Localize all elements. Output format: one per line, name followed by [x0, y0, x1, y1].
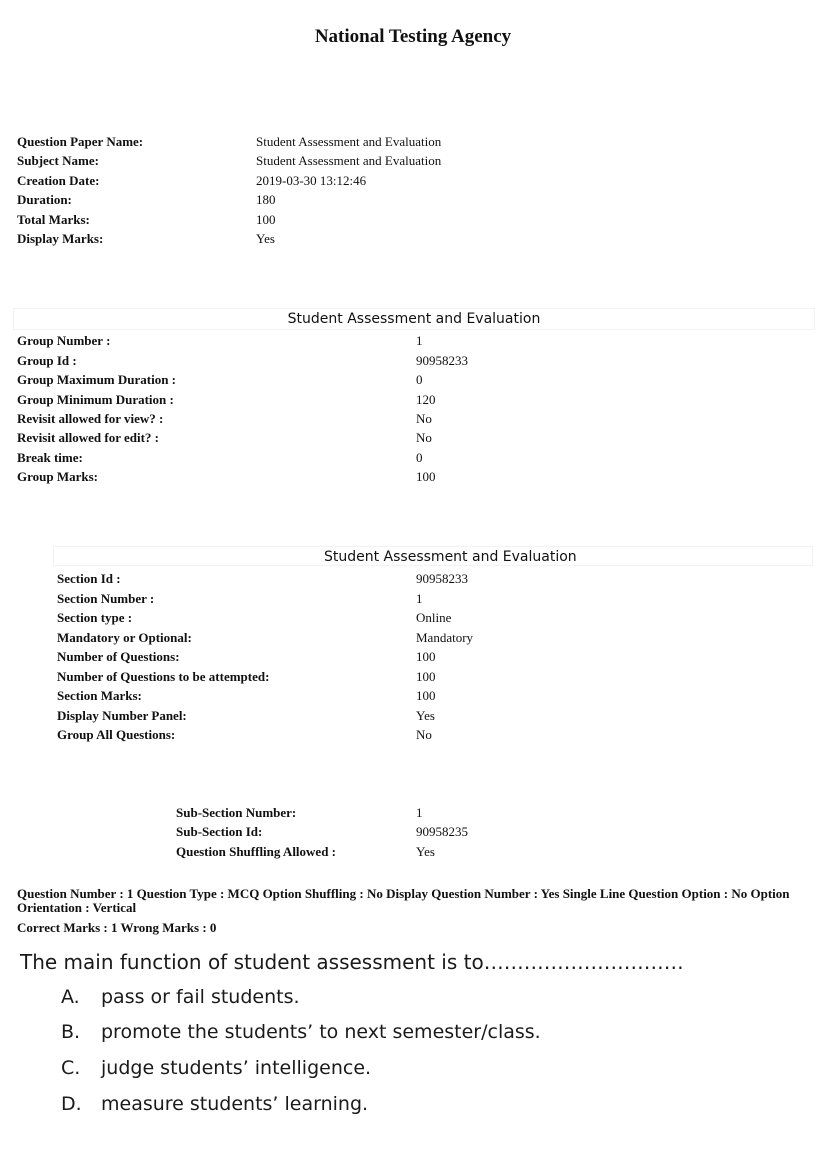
- detail-value: Student Assessment and Evaluation: [256, 134, 442, 149]
- section-label: Section Number :: [57, 591, 155, 606]
- group-value: No: [416, 411, 432, 426]
- option-text: judge students’ intelligence.: [101, 1057, 372, 1079]
- group-value: 90958233: [416, 353, 468, 368]
- detail-label: Total Marks:: [17, 212, 90, 227]
- section-row: [57, 686, 807, 706]
- group-label: Revisit allowed for edit? :: [17, 430, 160, 445]
- section-value: 100: [416, 649, 436, 664]
- section-value: 100: [416, 688, 436, 703]
- option-letter: A.: [61, 986, 80, 1008]
- group-row: [17, 370, 807, 390]
- detail-label: Duration:: [17, 192, 72, 207]
- subsection-label: Question Shuffling Allowed :: [176, 844, 337, 859]
- page-title: National Testing Agency: [314, 26, 512, 47]
- section-row: [57, 608, 807, 628]
- detail-row: [17, 151, 807, 171]
- section-row: [57, 589, 807, 609]
- group-row: [17, 448, 807, 468]
- group-heading: Student Assessment and Evaluation: [13, 308, 815, 330]
- group-value: 0: [416, 372, 423, 387]
- question-stem: The main function of student assessment is to…………………………: [20, 950, 684, 974]
- group-label: Break time:: [17, 450, 83, 465]
- section-value: 1: [416, 591, 423, 606]
- section-label: Section Id :: [57, 571, 121, 586]
- question-meta: Question Number : 1 Question Type : MCQ Option Shuffling : No Display Question Number : Yes Single Line Question Option : No Option Orientation : Vertical: [17, 886, 790, 915]
- option-text: measure students’ learning.: [101, 1093, 369, 1115]
- section-heading: Student Assessment and Evaluation: [53, 546, 813, 566]
- section-label: Display Number Panel:: [57, 708, 187, 723]
- section-value: Yes: [416, 708, 435, 723]
- section-value: No: [416, 727, 432, 742]
- detail-label: Display Marks:: [17, 231, 104, 246]
- option-letter: C.: [61, 1057, 81, 1079]
- subsection-row: [176, 803, 806, 823]
- option-b: [61, 1018, 541, 1046]
- subsection-value: 90958235: [416, 824, 468, 839]
- subsection-label: Sub-Section Number:: [176, 805, 297, 820]
- detail-row: [17, 132, 807, 152]
- section-label: Mandatory or Optional:: [57, 630, 192, 645]
- section-row: [57, 569, 807, 589]
- subsection-row: [176, 822, 806, 842]
- group-label: Group Minimum Duration :: [17, 392, 174, 407]
- detail-value: 2019-03-30 13:12:46: [256, 173, 367, 188]
- detail-value: Yes: [256, 231, 275, 246]
- group-row: [17, 409, 807, 429]
- group-row: [17, 428, 807, 448]
- group-value: 0: [416, 450, 423, 465]
- group-label: Group Maximum Duration :: [17, 372, 177, 387]
- group-label: Group Id :: [17, 353, 77, 368]
- option-c: [61, 1054, 371, 1082]
- section-row: [57, 647, 807, 667]
- section-row: [57, 667, 807, 687]
- group-row: [17, 467, 807, 487]
- detail-row: [17, 210, 807, 230]
- section-label: Number of Questions:: [57, 649, 180, 664]
- subsection-value: Yes: [416, 844, 435, 859]
- detail-row: [17, 171, 807, 191]
- subsection-value: 1: [416, 805, 423, 820]
- detail-value: Student Assessment and Evaluation: [256, 153, 442, 168]
- section-value: 100: [416, 669, 436, 684]
- option-letter: D.: [61, 1093, 82, 1115]
- section-label: Section Marks:: [57, 688, 142, 703]
- group-value: 120: [416, 392, 436, 407]
- option-text: pass or fail students.: [101, 986, 300, 1008]
- section-row: [57, 628, 807, 648]
- group-row: [17, 351, 807, 371]
- group-label: Group Number :: [17, 333, 111, 348]
- section-value: Mandatory: [416, 630, 474, 645]
- detail-label: Subject Name:: [17, 153, 99, 168]
- option-text: promote the students’ to next semester/class.: [101, 1021, 541, 1043]
- detail-value: 180: [256, 192, 276, 207]
- option-a: [61, 983, 300, 1011]
- subsection-label: Sub-Section Id:: [176, 824, 263, 839]
- detail-row: [17, 229, 807, 249]
- detail-row: [17, 190, 807, 210]
- group-label: Group Marks:: [17, 469, 99, 484]
- detail-label: Creation Date:: [17, 173, 100, 188]
- section-row: [57, 725, 807, 745]
- section-row: [57, 706, 807, 726]
- option-letter: B.: [61, 1021, 81, 1043]
- option-d: [61, 1090, 368, 1118]
- group-label: Revisit allowed for view? :: [17, 411, 164, 426]
- group-row: [17, 331, 807, 351]
- section-label: Section type :: [57, 610, 133, 625]
- section-value: Online: [416, 610, 452, 625]
- detail-label: Question Paper Name:: [17, 134, 144, 149]
- section-value: 90958233: [416, 571, 468, 586]
- group-value: 1: [416, 333, 423, 348]
- group-value: No: [416, 430, 432, 445]
- question-marks: Correct Marks : 1 Wrong Marks : 0: [17, 920, 217, 935]
- section-label: Number of Questions to be attempted:: [57, 669, 270, 684]
- group-value: 100: [416, 469, 436, 484]
- section-label: Group All Questions:: [57, 727, 176, 742]
- subsection-row: [176, 842, 806, 862]
- group-row: [17, 390, 807, 410]
- detail-value: 100: [256, 212, 276, 227]
